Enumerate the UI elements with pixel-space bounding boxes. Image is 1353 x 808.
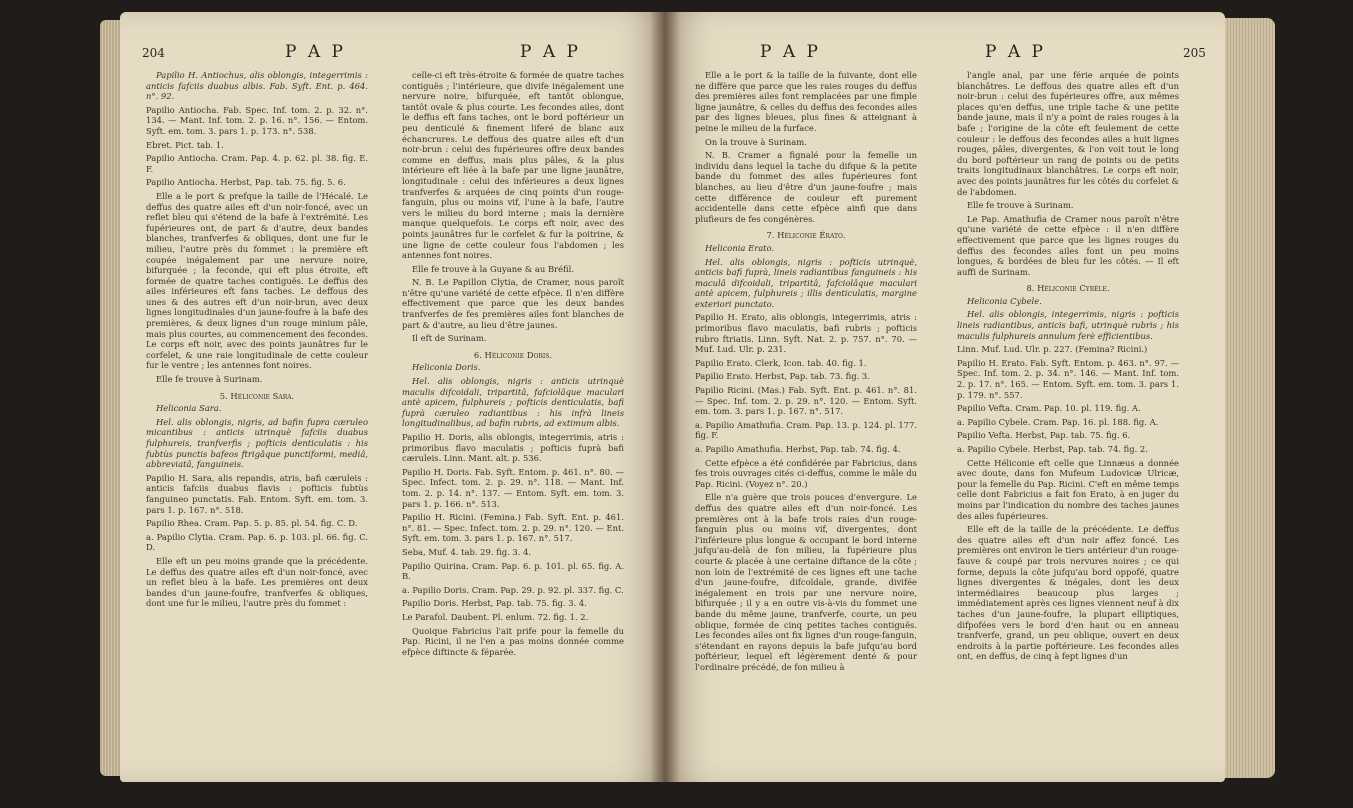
paragraph: Papilio Rhea. Cram. Pap. 5. p. 85. pl. 54. fig. C. D. — [146, 518, 358, 529]
paragraph: Seba, Muf. 4. tab. 29. fig. 3. 4. — [402, 546, 532, 557]
paragraph: 8. Héliconie Cybèle. — [1026, 283, 1110, 294]
paragraph: Elle n'a guère que trois pouces d'envergure. Le deffus des quatre ailes eft d'un noir-foncé. Les premières ont à la bafe trois raies d'un rouge-fanguin plus ou moins vif, divergentes, dont l'inférieure plus longue & occupant le bord interne jufqu'au-delà de fon milieu, la fupérieure plus courte & placée à une certaine diftance de la côte ; non loin de l'extrémité de ces lignes eft une tache d'un jaune-foufre, difcoïdale, grande, divifée inégalement en trois par une nervure noire, bifurquée ; il y a en outre vis-à-vis du fommet une bande du même jaune, tranfverfe, courte, un peu oblique, formée de cinq petites taches contiguës. Les fecondes ailes ont fix lignes d'un rouge-fanguin, s'étendant en rayons depuis la bafe jufqu'au bord poftérieur, lequel eft légèrement denté & pour l'ordinaire précédé, de fon milieu à — [695, 492, 917, 672]
left-folio: 204 — [142, 46, 165, 60]
paragraph: Papilio Doris. Herbst, Pap. tab. 75. fig. 3. 4. — [402, 598, 587, 609]
paragraph: Papilio Erato. Clerk, Icon. tab. 40. fig. 1. — [695, 357, 867, 368]
right-running-head: P A P — [760, 42, 821, 62]
paragraph: a. Papilio Cybele. Cram. Pap. 16. pl. 188. fig. A. — [957, 416, 1159, 427]
paragraph: Heliconia Doris. — [412, 362, 481, 373]
paragraph: Elle eft un peu moins grande que la précédente. Le deffus des quatre ailes eft d'un noir-foncé, avec un reflet bleu à la bafe. Les premières ont deux bandes d'un jaune-foufre, tranfverfes & obliques, dont une fur le milieu, l'autre près du fommet : — [146, 555, 368, 609]
paragraph: Quoique Fabricius l'ait prife pour la femelle du Pap. Ricini, il ne l'en a pas moins donnée comme efpèce diftincte & féparée. — [402, 625, 624, 657]
left-column-1 — [146, 70, 368, 612]
paragraph: N. B. Cramer a fignalé pour la femelle un individu dans lequel la tache du difque & la petite bande du fommet des ailes fupérieures font blanches, au lieu d'être d'un jaune-foufre ; mais cette différence de couleur eft purement accidentelle dans cette efpèce ainfi que dans plufieurs de fes congénères. — [695, 150, 917, 224]
paragraph: Elle fe trouve à Surinam. — [967, 200, 1074, 211]
paragraph: Papilio H. Antiochus, alis oblongis, integerrimis : anticis fafciis duabus albis. Fab. Syft. Ent. p. 464. n°. 92. — [146, 70, 368, 102]
paragraph: a. Papilio Amathufia. Cram. Pap. 13. p. 124. pl. 177. fig. F. — [695, 419, 917, 441]
open-book — [120, 12, 1270, 802]
paragraph: 6. Héliconie Doris. — [473, 349, 553, 360]
paragraph: Il eft de Surinam. — [412, 333, 487, 344]
left-column-2 — [402, 70, 624, 660]
paragraph: Elle a le port & la taille de la fuivante, dont elle ne diffère que parce que les raies rouges du deffus des premières ailes font remplacées par une fimple ligne jaunâtre, & celles du deffus des fecondes ailes par des lignes bleues, plus fines & atteignant à peine le milieu de la furface. — [695, 70, 917, 133]
paragraph: Elle fe trouve à la Guyane & au Bréfil. — [412, 263, 574, 274]
paragraph: Le Pap. Amathufia de Cramer nous paroît n'être qu'une variété de cette efpèce : il n'en diffère effectivement que parce que les lignes rouges du deffus des fecondes ailes font un peu moins longues, & bordées de bleu fur les côtés. — Il eft auffi de Surinam. — [957, 213, 1179, 277]
right-page-edges — [1225, 18, 1275, 778]
paragraph: 5. Héliconie Sara. — [219, 390, 295, 401]
paragraph: Papilio Ricini. (Mas.) Fab. Syft. Ent. p. 461. n°. 81. — Spec. Inf. tom. 2. p. 29. n°. 120. — Entom. Syft. em. tom. 3. pars 1. p. 167. n°. 517. — [695, 385, 917, 417]
paragraph: Papilio Vefta. Cram. Pap. 10. pl. 119. fig. A. — [957, 403, 1141, 414]
paragraph: Cette Héliconie eft celle que Linnæus a donnée avec doute, dans fon Mufeum Ludovicæ Ulricæ, pour la femelle du Pap. Ricini. C'eft en même temps celle dont Fabricius a fait fon Erato, à en juger du moins par l'indication du nombre des taches jaunes des ailes fupérieures. — [957, 457, 1179, 521]
paragraph: Papilio H. Ricini. (Femina.) Fab. Syft. Ent. p. 461. n°. 81. — Spec. Infect. tom. 2. p. 29. n°. 120. — Ent. Syft. em. tom. 3. pars 1. p. 167. n°. 517. — [402, 512, 624, 544]
paragraph: Hel. alis oblongis, integerrimis, nigris : pofticis lineis radiantibus, anticis bafi, utrinquè rubris ; his maculis fulphureis annulum ferè efficientibus. — [957, 309, 1179, 341]
paragraph: a. Papilio Doris. Cram. Pap. 29. p. 92. pl. 337. fig. C. — [402, 584, 624, 595]
paragraph: Papilio Quirina. Cram. Pap. 6. p. 101. pl. 65. fig. A. B. — [402, 560, 624, 582]
paragraph: Heliconia Cybele. — [967, 295, 1042, 306]
paragraph: Le Parafol. Daubent. Pl. enlum. 72. fig. 1. 2. — [402, 611, 589, 622]
paragraph: Papilio Antiocha. Cram. Pap. 4. p. 62. pl. 38. fig. E. F. — [146, 153, 368, 174]
right-column-2 — [957, 70, 1179, 665]
right-running-head-2: P A P — [985, 42, 1046, 62]
paragraph: Papilio H. Doris, alis oblongis, integerrimis, atris : primoribus flavo maculatis ; pofticis fuprà bafi cæruleis. Linn. Mant. alt. p. 536. — [402, 432, 624, 464]
paragraph: Heliconia Sara. — [156, 403, 222, 414]
paragraph: l'angle anal, par une férie arquée de points blanchâtres. Le deffous des quatre ailes eft d'un noir-brun : celui des fupérieures offre, aux mêmes places qu'en deffus, une triple tache & une petite bande jaune, mais il n'y a point de raies rouges à la bafe ; l'origine de la côte eft feulement de cette couleur : le deffous des fecondes ailes a huit lignes rouges, pâles, divergentes, & l'on voit tout le long du bord poftérieur un rang de points ou de petits traits longitudinaux blanchâtres. Le corps eft noir, avec des points jaunâtres fur les côtés du corfelet & de l'abdomen. — [957, 70, 1179, 197]
paragraph: Papilio H. Sara, alis repandis, atris, bafi cæruleis : anticis fafciis duabus flavis : pofticis fubtùs fanguineo punctatis. Fab. Entom. Syft. em. tom. 3. pars 1. p. 167. n°. 518. — [146, 472, 368, 515]
right-folio: 205 — [1183, 46, 1206, 60]
paragraph: Hel. alis oblongis, nigris : anticis utrinquè maculis difcoidali, tripartitâ, fafciolâque maculari antè apicem, fulphureis ; pofticis denticulatis, bafi fuprà cæruleo radiantibus : his infrà lineis longitudinalibus, ad bafin rubris, ad extimum albis. — [402, 376, 624, 429]
paragraph: Cette efpèce a été confidérée par Fabricius, dans fes trois ouvrages cités ci-deffus, comme le mâle du Pap. Ricini. (Voyez n°. 20.) — [695, 457, 917, 489]
right-column-1 — [695, 70, 917, 675]
paragraph: Hel. alis oblongis, nigris, ad bafin fupra cæruleo micantibus : anticis utrinquè fafciis duabus fulphureis, tranfverfis ; pofticis denticulatis : his fubtùs punctis bafeos ftrigâque punctiformi, mediâ, abbreviatâ, fanguineis. — [146, 416, 368, 470]
paragraph: Elle a le port & prefque la taille de l'Hécalé. Le deffus des quatre ailes eft d'un noir-foncé, avec un reflet bleu qui s'étend de la bafe à l'extrémité. Les fupérieures ont, de part & d'autre, deux bandes blanches, tranfverfes & obliques, dont une fur le milieu, l'autre près du fommet : la première eft coupée inégalement par une nervure noire, bifurquée ; la feconde, qui eft plus étroite, eft formée de quatre taches contiguës. Le deffus des ailes inférieures eft fans taches. Le deffous des unes & des autres eft d'un noir-brun, avec deux lignes longitudinales d'un jaune-foufre à la bafe des premières, & deux lignes d'un rouge minium pâle, mais plus courtes, au commencement des fecondes. Le corps eft noir, avec des points jaunâtres fur le corfelet, & une raie longitudinale de cette couleur fur le ventre ; les antennes font noires. — [146, 190, 368, 371]
paragraph: Papilio Vefta. Herbst, Pap. tab. 75. fig. 6. — [957, 430, 1131, 441]
right-page — [665, 12, 1225, 782]
paragraph: On la trouve à Surinam. — [705, 136, 807, 147]
paragraph: Papilio Antiocha. Fab. Spec. Inf. tom. 2. p. 32. n°. 134. — Mant. Inf. tom. 2. p. 16. n°. 156. — Entom. Syft. em. tom. 3. pars 1. p. 173. n°. 538. — [146, 104, 368, 136]
paragraph: Hel. alis oblongis, nigris : pofticis utrinquè, anticis bafi fuprà, lineis radiantibus fanguineis : his maculâ difcoidali, tripartitâ, fafciolâque maculari antè apicem, fulphureis ; illis denticulatis, margine exteriori punctato. — [695, 256, 917, 309]
paragraph: Elle eft de la taille de la précédente. Le deffus des quatre ailes eft d'un noir affez foncé. Les premières ont environ le tiers antérieur d'un rouge-fauve & coupé par trois nervures noires ; ce qui forme, depuis la côte jufqu'au bord oppofé, quatre lignes divergentes & inégales, dont les deux intermédiaires beaucoup plus larges ; immédiatement après ces lignes viennent neuf à dix taches d'un jaune-foufre, la plupart elliptiques, difpofées vers le bord d'en haut ou en anneau tranfverfe, grand, un peu oblique, ouvert en deux endroits à la partie poftérieure. Les fecondes ailes ont, en deffus, de cinq à fept lignes d'un — [957, 524, 1179, 662]
paragraph: Papilio H. Erato. Fab. Syft. Entom. p. 463. n°. 97. — Spec. Inf. tom. 2. p. 34. n°. 146. — Mant. Inf. tom. 2. p. 17. n°. 165. — Entom. Syft. em. tom. 3. pars 1. p. 179. n°. 557. — [957, 357, 1179, 400]
paragraph: 7. Héliconie Érato. — [766, 230, 846, 241]
paragraph: Heliconia Erato. — [705, 242, 775, 253]
paragraph: Papilio H. Doris. Fab. Syft. Entom. p. 461. n°. 80. — Spec. Infect. tom. 2. p. 29. n°. 118. — Mant. Inf. tom. 2. p. 14. n°. 137. — Entom. Syft. em. tom. 3. pars 1. p. 166. n°. 513. — [402, 466, 624, 509]
paragraph: Papilio Antiocha. Herbst, Pap. tab. 75. fig. 5. 6. — [146, 177, 346, 188]
left-page — [120, 12, 665, 782]
paragraph: Ebret. Pict. tab. 1. — [146, 139, 224, 150]
left-running-head: P A P — [285, 42, 346, 62]
paragraph: Papilio Erato. Herbst, Pap. tab. 73. fig. 3. — [695, 371, 870, 382]
paragraph: a. Papilio Amathufia. Herbst, Pap. tab. 74. fig. 4. — [695, 444, 901, 454]
paragraph: a. Papilio Cybele. Herbst, Pap. tab. 74. fig. 2. — [957, 444, 1148, 454]
paragraph: Elle fe trouve à Surinam. — [156, 374, 263, 385]
paragraph: celle-ci eft très-étroite & formée de quatre taches contiguës ; l'intérieure, que divife inégalement une nervure noire, bifurquée, eft tantôt oblongue, tantôt ovale & plus courte. Les fecondes ailes, dont le deffus eft fans taches, ont le bord poftérieur un peu denticulé & finement liferé de blanc aux échancrures. Le deffous des quatre ailes eft d'un noir-brun : celui des fupérieures offre deux bandes comme en deffus, mais plus pâles, & la plus intérieure eft liée à la bafe par une ligne jaunâtre, longitudinale : celui des inférieures a deux lignes tranfverfes & arquées de cinq points d'un rouge-fanguin, plus ou moins vif, l'une à la bafe, l'autre vers le milieu du bord interne ; mais la dernière manque quelquefois. Le corps eft noir, avec des points jaunâtres fur le corfelet & fur la poitrine, & une ligne de cette couleur fous l'abdomen ; les antennes font noires. — [402, 70, 624, 261]
left-page-edges — [100, 20, 122, 776]
paragraph: a. Papilio Clytia. Cram. Pap. 6. p. 103. pl. 66. fig. C. D. — [146, 531, 368, 553]
paragraph: Linn. Muf. Lud. Ulr. p. 227. (Femina? Ricini.) — [957, 344, 1148, 355]
left-running-head-2: P A P — [520, 42, 581, 62]
paragraph: N. B. Le Papillon Clytia, de Cramer, nous paroît n'être qu'une variété de cette efpèce. Il n'en diffère effectivement que parce que les deux bandes tranfverfes de fes premières ailes font blanches de part & d'autre, au lieu d'être jaunes. — [402, 277, 624, 330]
book-gutter — [650, 12, 680, 782]
paragraph: Papilio H. Erato, alis oblongis, integerrimis, atris : primoribus flavo maculatis, bafi rubris ; pofticis rubro ftriatis. Linn. Syft. Nat. 2. p. 757. n°. 70. — Muf. Lud. Ulr. p. 231. — [695, 312, 917, 355]
